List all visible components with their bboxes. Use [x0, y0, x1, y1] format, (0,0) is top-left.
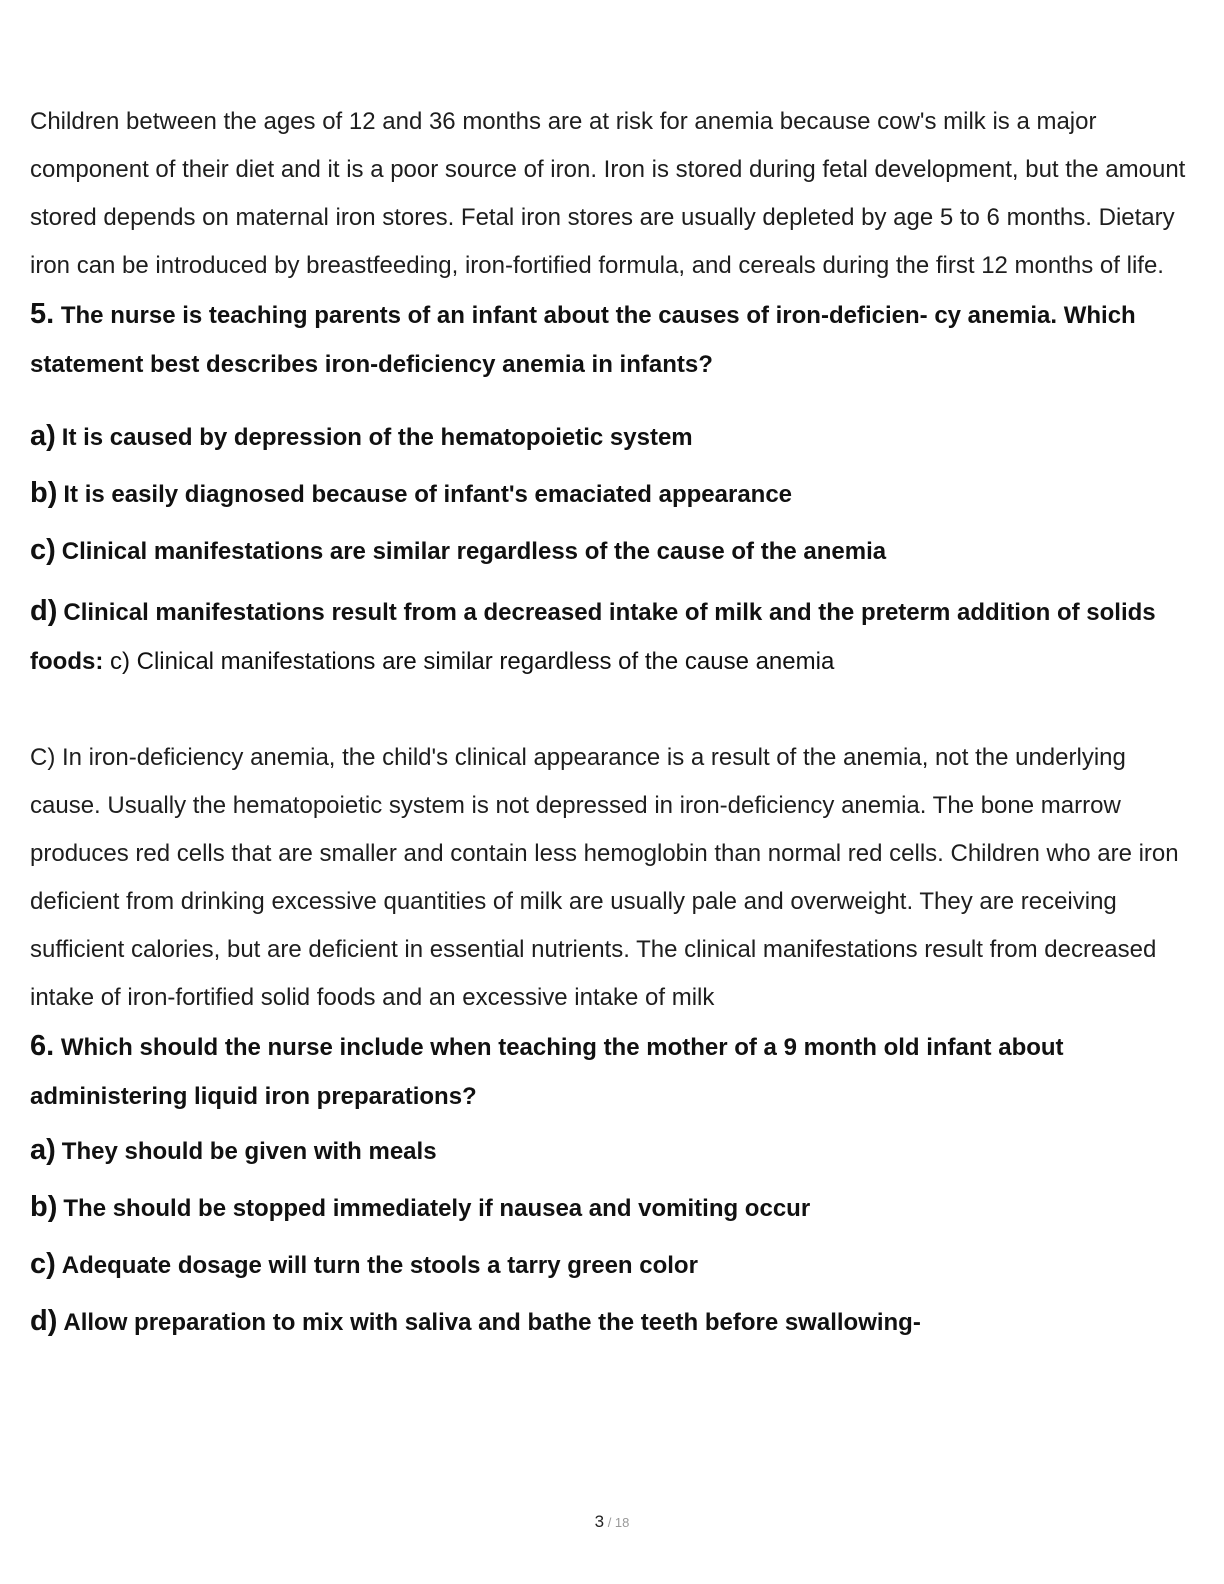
option-letter: b) — [30, 1191, 58, 1223]
option-d — [30, 1301, 1200, 1343]
question-6 — [30, 1022, 1200, 1121]
option-text: Clinical manifestations are similar regardless of the cause of the anemia — [61, 538, 887, 565]
option-a — [30, 416, 1200, 458]
option-letter: c) — [30, 534, 56, 566]
option-b — [30, 473, 1200, 515]
question-text: Which should the nurse include when teaching the mother of a 9 month old infant about administering liquid iron preparations? — [30, 1034, 1064, 1110]
page-number-footer — [0, 1512, 1224, 1532]
option-letter: a) — [30, 420, 56, 452]
answer-text: c) Clinical manifestations are similar regardless of the cause anemia — [103, 648, 835, 675]
option-d — [30, 587, 1200, 686]
option-letter: d) — [30, 595, 58, 627]
option-a — [30, 1130, 1200, 1172]
question-number: 5. — [30, 298, 55, 330]
question-number: 6. — [30, 1030, 55, 1062]
option-letter: c) — [30, 1248, 56, 1280]
explanation-paragraph: C) In iron-deficiency anemia, the child's clinical appearance is a result of the anemia, not the underlying cause. Usually the hematopoietic system is not depressed in iron-deficiency anemia. The bone marrow produces red cells that are smaller and contain less hemoglobin than normal red cells. Children who are iron deficient from drinking excessive quantities of milk are usually pale and overweight. They are receiving sufficient calories, but are deficient in essential nutrients. The clinical manifestations result from decreased intake of iron-fortified solid foods and an excessive intake of milk — [30, 744, 1179, 1011]
option-text: The should be stopped immediately if nausea and vomiting occur — [63, 1195, 811, 1222]
total-pages: / 18 — [604, 1515, 630, 1530]
option-text: Clinical manifestations result from a decreased intake of milk and the preterm addition of solids foods: — [30, 599, 1156, 675]
option-text: They should be given with meals — [61, 1138, 437, 1165]
option-text: It is easily diagnosed because of infant's emaciated appearance — [63, 481, 793, 508]
option-text: Adequate dosage will turn the stools a tarry green color — [61, 1252, 698, 1279]
intro-paragraph: Children between the ages of 12 and 36 months are at risk for anemia because cow's milk is a major component of their diet and it is a poor source of iron. Iron is stored during fetal development, but the amount stored depends on maternal iron stores. Fetal iron stores are usually depleted by age 5 to 6 months. Dietary iron can be introduced by breastfeeding, iron-fortified formula, and cereals during the first 12 months of life. — [30, 108, 1186, 279]
current-page: 3 — [594, 1512, 605, 1531]
document-page — [30, 98, 1200, 1358]
option-c — [30, 530, 1200, 572]
question-text: The nurse is teaching parents of an infant about the causes of iron-deficien- cy anemia. Which statement best describes iron-deficiency anemia in infants? — [30, 302, 1136, 378]
option-text: Allow preparation to mix with saliva and bathe the teeth before swallowing- — [63, 1309, 921, 1336]
question-5 — [30, 290, 1200, 389]
option-letter: b) — [30, 477, 58, 509]
question-5-options — [30, 416, 1200, 686]
question-6-options — [30, 1130, 1200, 1343]
option-b — [30, 1187, 1200, 1229]
option-letter: a) — [30, 1134, 56, 1166]
option-text: It is caused by depression of the hematopoietic system — [61, 424, 693, 451]
option-c — [30, 1244, 1200, 1286]
option-letter: d) — [30, 1305, 58, 1337]
